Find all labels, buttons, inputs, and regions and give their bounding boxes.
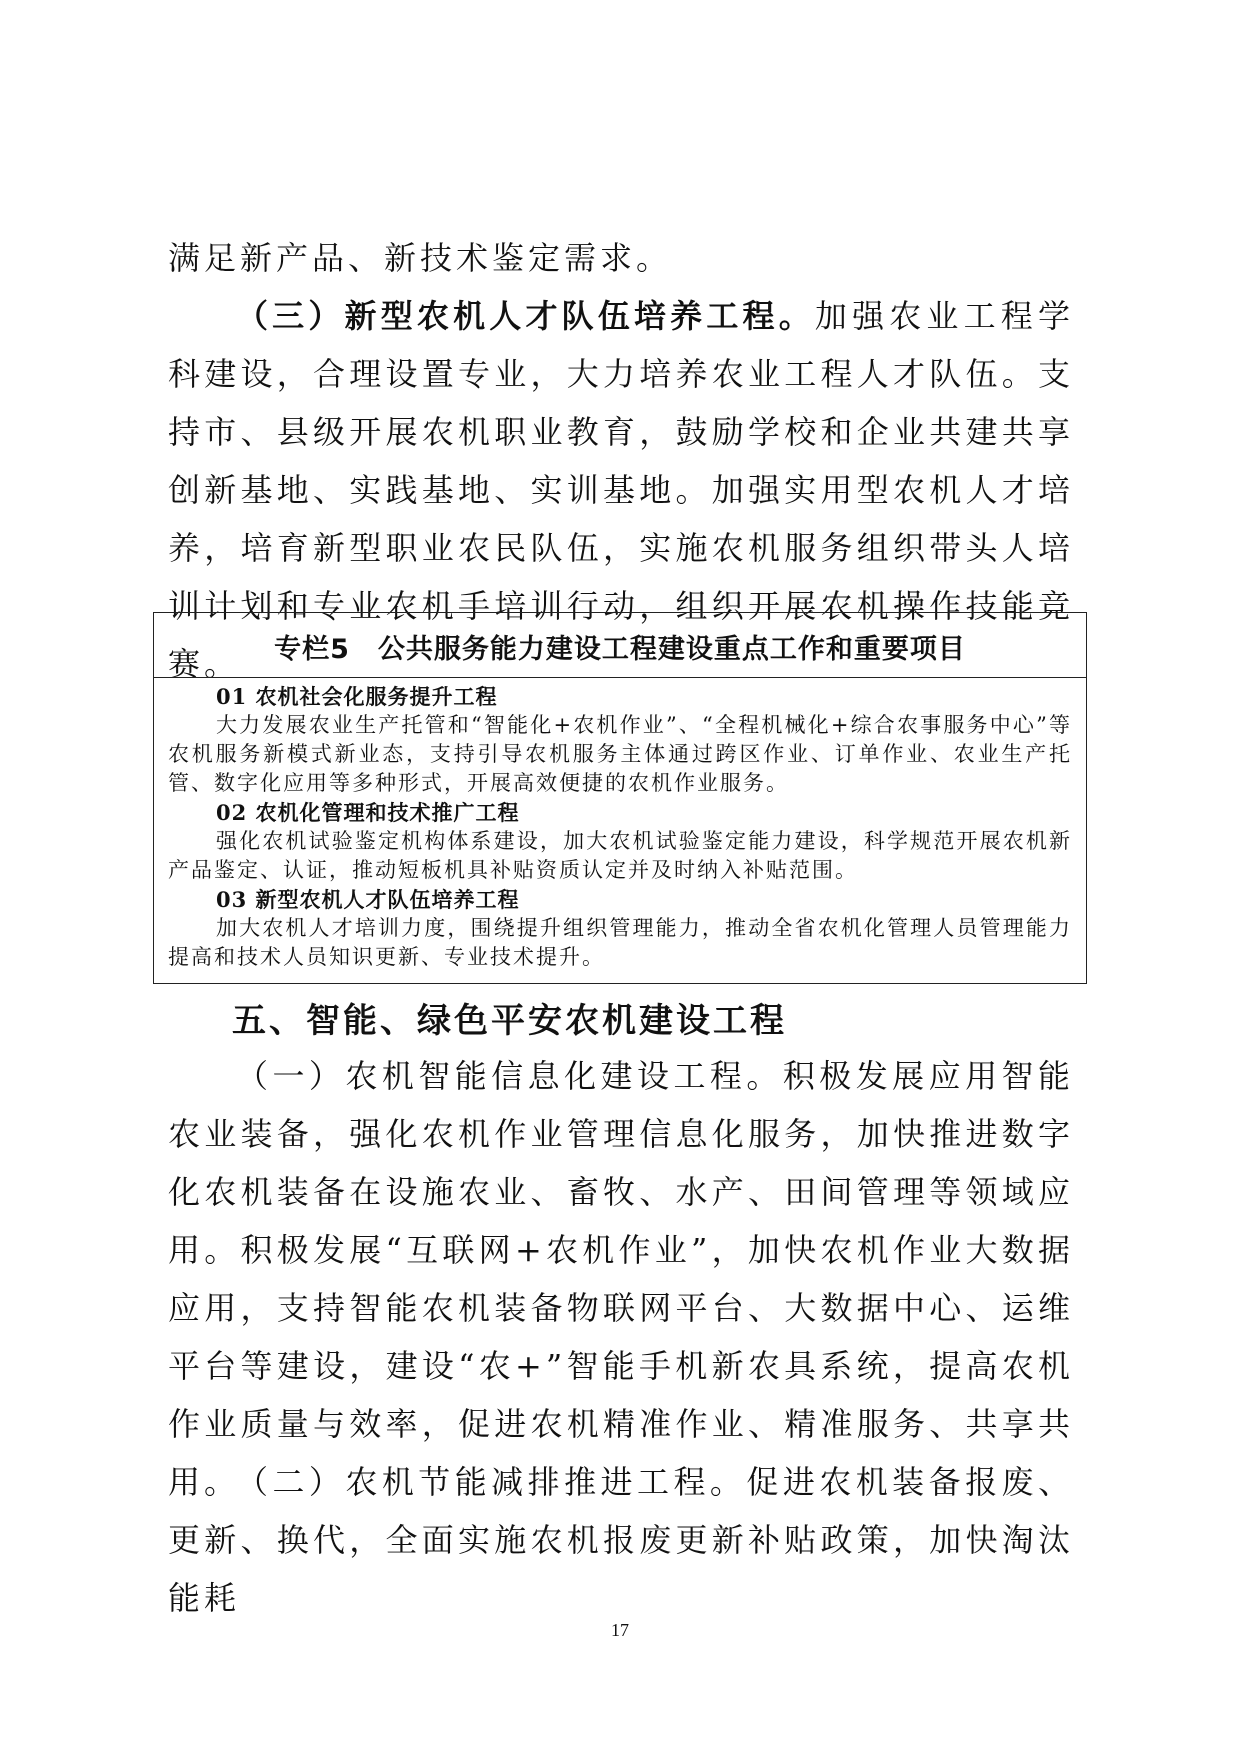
sub-1-paragraph — [168, 1047, 1074, 1511]
sub-2-paragraph — [168, 1453, 1074, 1627]
page-number: 17 — [611, 1620, 629, 1640]
sub-2-body: 促进农机装备报废、更新、换代，全面实施农机报废更新补贴政策，加快淘汰能耗 — [168, 1463, 1074, 1617]
feature-box — [153, 612, 1087, 984]
section-3-body: 加强农业工程学科建设，合理设置专业，大力培养农业工程人才队伍。支持市、县级开展农机职业教育，鼓励学校和企业共建共享创新基地、实践基地、实训基地。加强实用型农机人才培养，培育新型职业农民队伍，实施农机服务组织带头人培训计划和专业农机手培训行动，组织开展农机操作技能竞赛。 — [168, 297, 1074, 683]
feature-box-body — [154, 678, 1086, 972]
sub-2-title: （二）农机节能减排推进工程。 — [236, 1463, 747, 1501]
box-item-title: 02 农机化管理和技术推广工程 — [216, 800, 520, 825]
box-item-title: 03 新型农机人才队伍培养工程 — [216, 887, 520, 912]
box-item-text: 加大农机人才培训力度，围绕提升组织管理能力，推动全省农机化管理人员管理能力提高和技术人员知识更新、专业技术提升。 — [168, 916, 1072, 969]
sub-1-body: 积极发展应用智能农业装备，强化农机作业管理信息化服务，加快推进数字化农机装备在设施农业、畜牧、水产、田间管理等领域应用。积极发展“互联网+农机作业”，加快农机作业大数据应用，支持智能农机装备物联网平台、大数据中心、运维平台等建设，建设“农+”智能手机新农具系统，提高农机作业质量与效率，促进农机精准作业、精准服务、共享共用。 — [168, 1057, 1074, 1501]
box-item-title: 01 农机社会化服务提升工程 — [216, 684, 498, 709]
sub-1-title: （一）农机智能信息化建设工程。 — [236, 1057, 783, 1095]
feature-box-title: 专栏5 公共服务能力建设工程建设重点工作和重要项目 — [274, 634, 966, 665]
section-5-heading: 五、智能、绿色平安农机建设工程 — [232, 1001, 787, 1041]
box-item-text: 强化农机试验鉴定机构体系建设，加大农机试验鉴定能力建设，科学规范开展农机新产品鉴定、认证，推动短板机具补贴资质认定并及时纳入补贴范围。 — [168, 829, 1072, 882]
box-item-text: 大力发展农业生产托管和“智能化+农机作业”、“全程机械化+综合农事服务中心”等农机服务新模式新业态，支持引导农机服务主体通过跨区作业、订单作业、农业生产托管、数字化应用等多种形式，开展高效便捷的农机作业服务。 — [168, 713, 1072, 795]
section-3-title: （三）新型农机人才队伍培养工程。 — [236, 297, 815, 335]
top-line: 满足新产品、新技术鉴定需求。 — [168, 239, 673, 277]
